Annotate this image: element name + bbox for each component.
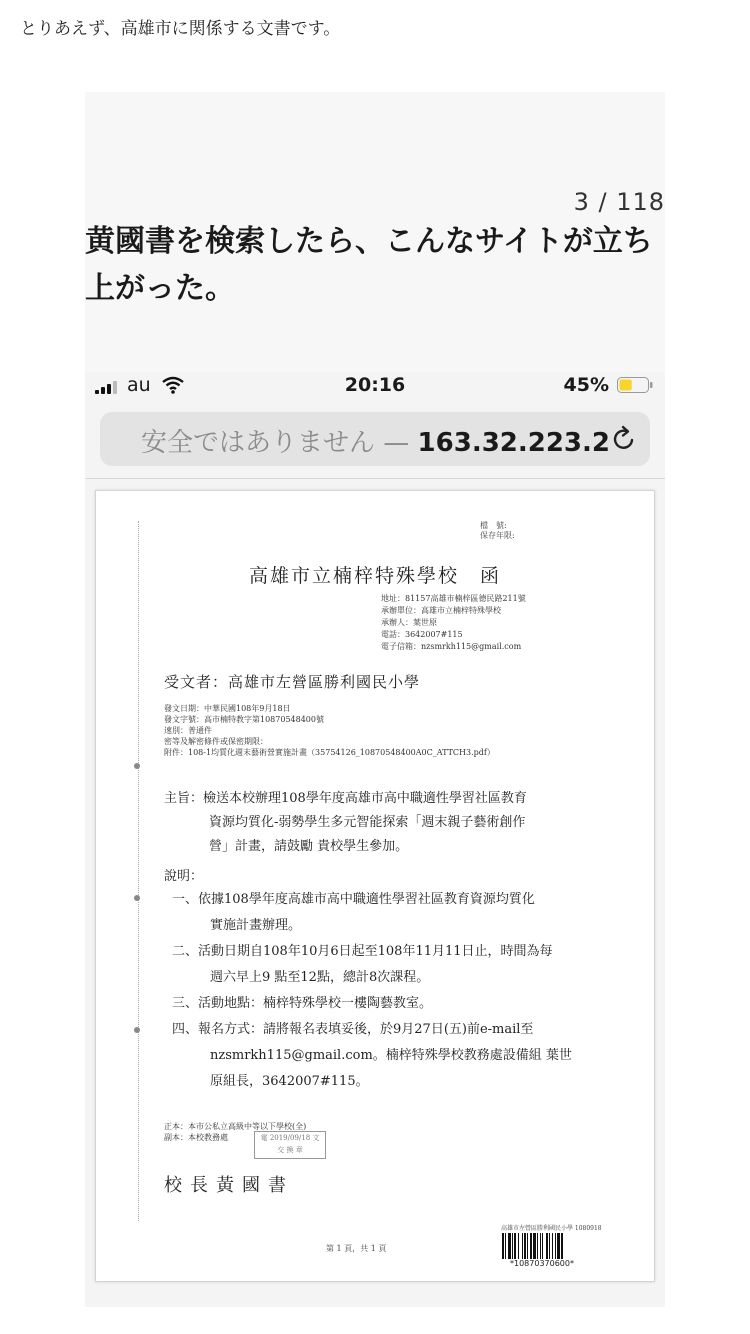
barcode-school: 高雄市左營區勝利國民小學 1080918 [501,1225,602,1232]
url-text[interactable] [100,422,610,459]
slide-title [85,218,670,312]
url-security-warning: 安全ではありません — [141,428,410,458]
url-host: 163.32.223.2 [417,428,610,458]
subject-section: 主旨：檢送本校辦理108學年度高雄市高中職適性學習社區教育 資源均質化-弱勢學生多元智能探索「週末親子藝術創作 營」計畫，請鼓勵 貴校學生參加。 [164,791,527,854]
page-counter: 3 / 118 [573,188,665,216]
toolbar-divider [85,478,665,479]
slide-page [85,92,665,1307]
clock: 20:16 [344,374,406,396]
document-meta: 發文日期：中華民國108年9月18日 發文字號：高市楠特教字第10870548400號 速別：普通件 密等及解密條件或保密期限： 附件：108-1均質化週末藝術營實施計畫（35754126_10870548400A0C_ATTCH3.pdf） [164,704,495,757]
barcode-icon [502,1233,582,1259]
slide-title-line1: 黄國書を検索したら、こんなサイトが立ち [85,224,653,259]
page-footer: 第 1 頁，共 1 頁 [326,1244,387,1253]
list-item: 一、依據108學年度高雄市高中職適性學習社區教育資源均質化 實施計畫辦理。 [172,892,535,933]
binding-mark [134,1027,140,1033]
contact-info: 地址：81157高雄市楠梓區德民路211號 承辦單位：高雄市立楠梓特殊學校 承辦人：葉世原 電話：3642007#115 電子信箱：nzsmrkh115@gmail.com [381,594,526,651]
binding-line [138,521,139,1221]
battery-percent: 45% [563,374,609,396]
address-bar[interactable] [100,412,650,466]
explanation-list [172,887,622,1095]
principal-signature: 校長黃國書 [164,1175,294,1196]
intro-text: とりあえず、高雄市に関係する文書です。 [20,19,341,39]
slide-title-line2: 上がった。 [85,271,235,306]
phone-screenshot [85,372,665,1307]
cc-list: 正本：本市公私立高級中等以下學校(全) 副本：本校教務處 [164,1122,307,1142]
document-page [95,490,655,1282]
list-item: 二、活動日期自108年10月6日起至108年11月11日止，時間為每 週六早上9 點至12點，總計8次課程。 [172,944,553,985]
list-item: 三、活動地點：楠梓特殊學校一樓陶藝教室。 [172,996,433,1011]
barcode-number: *10870370600* [510,1259,574,1268]
reload-icon[interactable] [610,425,638,453]
explanation-label: 說明： [164,869,204,884]
exchange-seal: 電 2019/09/18 文 交 換 章 [254,1131,326,1159]
file-number: 檔 號: 保存年限: [480,521,515,540]
status-bar [85,372,665,406]
carrier-label: au [127,374,151,396]
document-title: 高雄市立楠梓特殊學校 函 [248,565,501,587]
list-item: 四、報名方式：請將報名表填妥後，於9月27日(五)前e-mail至 nzsmrkh115@gmail.com。楠梓特殊學校教務處設備組 葉世 原組長，3642007#115。 [172,1022,572,1089]
binding-mark [134,895,140,901]
recipient: 受文者：高雄市左營區勝利國民小學 [164,673,421,691]
battery-icon [617,377,653,393]
binding-mark [134,763,140,769]
